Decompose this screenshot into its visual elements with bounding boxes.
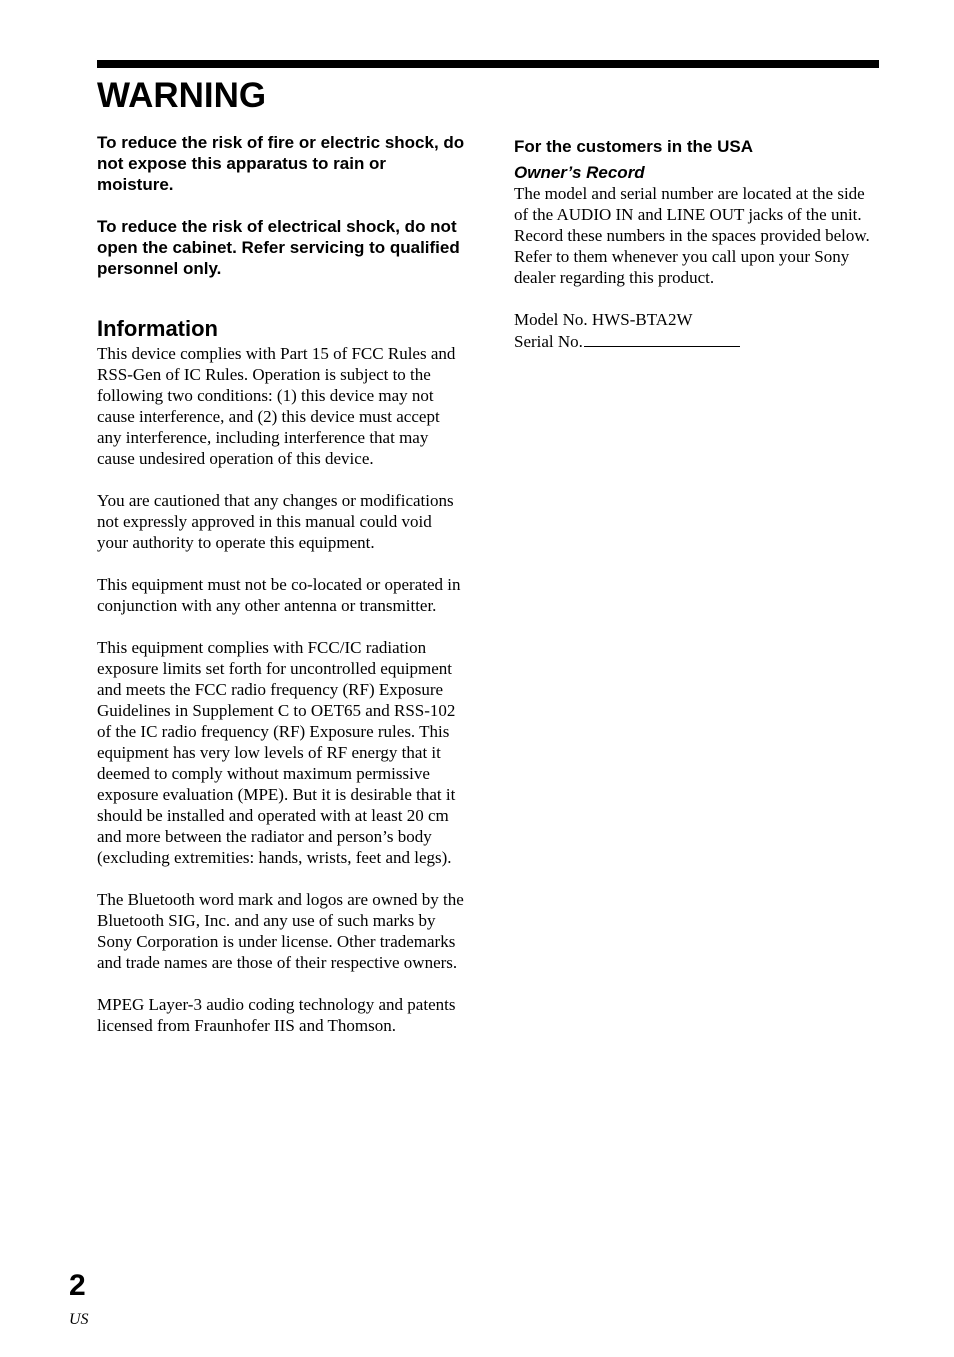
page-title: WARNING xyxy=(97,76,267,115)
model-number-line: Model No. HWS-BTA2W xyxy=(514,310,693,329)
region-code: US xyxy=(69,1311,89,1328)
warning-shock: To reduce the risk of electrical shock, do not open the cabinet. Refer servicing to qualified personnel only. xyxy=(97,217,460,278)
warning-fire: To reduce the risk of fire or electric shock, do not expose this apparatus to rain or moisture. xyxy=(97,133,465,194)
page-number: 2 xyxy=(69,1269,86,1302)
usa-paragraph-location: The model and serial number are located at the side of the AUDIO IN and LINE OUT jacks of the unit. xyxy=(514,184,865,224)
usa-heading: For the customers in the USA xyxy=(514,137,753,156)
usa-paragraph-record: Record these numbers in the spaces provided below. Refer to them whenever you call upon your Sony dealer regarding this product. xyxy=(514,226,870,287)
left-column xyxy=(97,132,465,1036)
info-paragraph-bluetooth: The Bluetooth word mark and logos are owned by the Bluetooth SIG, Inc. and any use of such marks by Sony Corporation is under license. Other trademarks and trade names are those of their respective owners. xyxy=(97,890,464,972)
info-paragraph-modifications: You are cautioned that any changes or modifications not expressly approved in this manual could void your authority to operate this equipment. xyxy=(97,491,454,552)
top-rule xyxy=(97,60,879,68)
owners-record-heading: Owner’s Record xyxy=(514,163,645,182)
right-column xyxy=(514,136,879,352)
serial-number-blank xyxy=(584,330,740,347)
info-paragraph-rf-exposure: This equipment complies with FCC/IC radiation exposure limits set forth for uncontrolled equipment and meets the FCC radio frequency (RF) Exposure Guidelines in Supplement C to OET65 and RSS-102 of the IC radio frequency (RF) Exposure rules. This equipment has very low levels of RF energy that it deemed to comply without maximum permissive exposure evaluation (MPE). But it is desirable that it should be installed and operated with at least 20 cm and more between the radiator and person’s body (excluding extremities: hands, wrists, feet and legs). xyxy=(97,638,456,867)
serial-number-line xyxy=(514,330,879,352)
serial-label: Serial No. xyxy=(514,332,583,351)
info-paragraph-fcc: This device complies with Part 15 of FCC Rules and RSS-Gen of IC Rules. Operation is subject to the following two conditions: (1) this device may not cause interference, and (2) this device must accept any interference, including interference that may cause undesired operation of this device. xyxy=(97,344,456,468)
info-paragraph-mpeg: MPEG Layer-3 audio coding technology and patents licensed from Fraunhofer IIS and Thomson. xyxy=(97,995,456,1035)
info-paragraph-colocation: This equipment must not be co-located or operated in conjunction with any other antenna or transmitter. xyxy=(97,575,461,615)
information-heading: Information xyxy=(97,316,218,341)
